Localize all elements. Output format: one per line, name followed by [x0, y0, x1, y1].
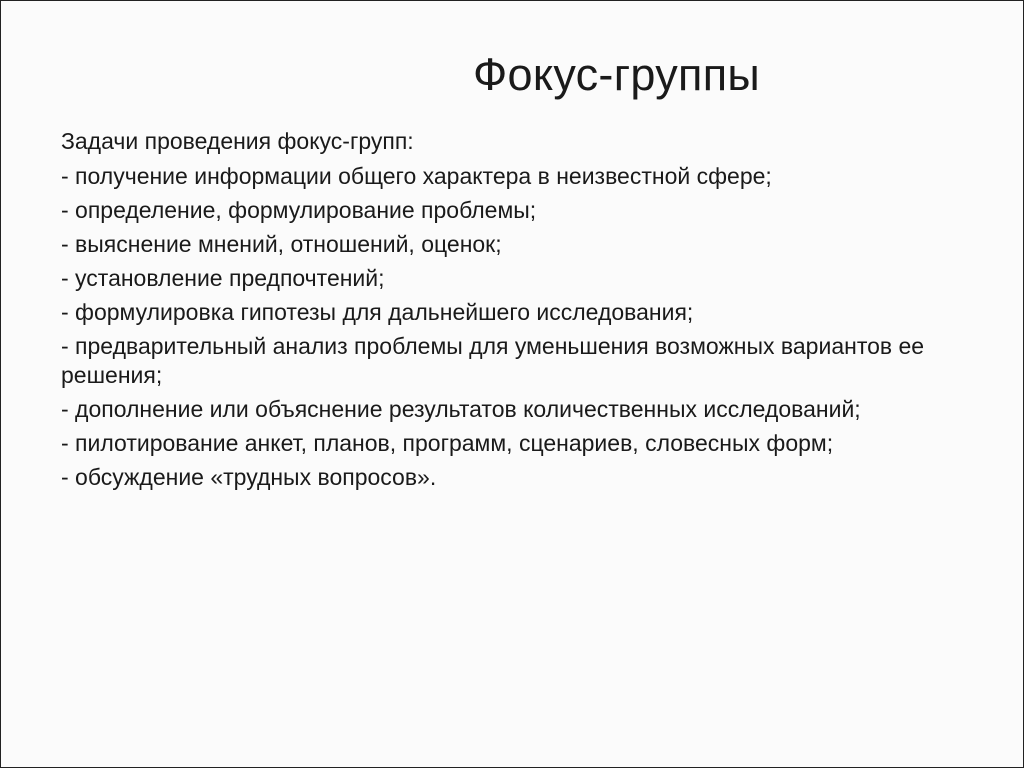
list-item: - формулировка гипотезы для дальнейшего исследования;	[61, 299, 694, 325]
list-item: - получение информации общего характера в неизвестной сфере;	[61, 163, 772, 189]
list-item: - дополнение или объяснение результатов количественных исследований;	[61, 396, 861, 422]
slide-title: Фокус-группы	[473, 49, 761, 100]
list-item: - определение, формулирование проблемы;	[61, 197, 537, 223]
list-item: - предварительный анализ проблемы для уменьшения возможных вариантов ее решения;	[61, 333, 925, 388]
list-item: - обсуждение «трудных вопросов».	[61, 464, 437, 490]
list-item: - пилотирование анкет, планов, программ, сценариев, словесных форм;	[61, 430, 834, 456]
list-intro: Задачи проведения фокус-групп:	[61, 128, 414, 154]
list-item: - выяснение мнений, отношений, оценок;	[61, 231, 502, 257]
tasks-list	[61, 162, 981, 492]
slide-body	[61, 126, 981, 497]
list-item: - установление предпочтений;	[61, 265, 385, 291]
